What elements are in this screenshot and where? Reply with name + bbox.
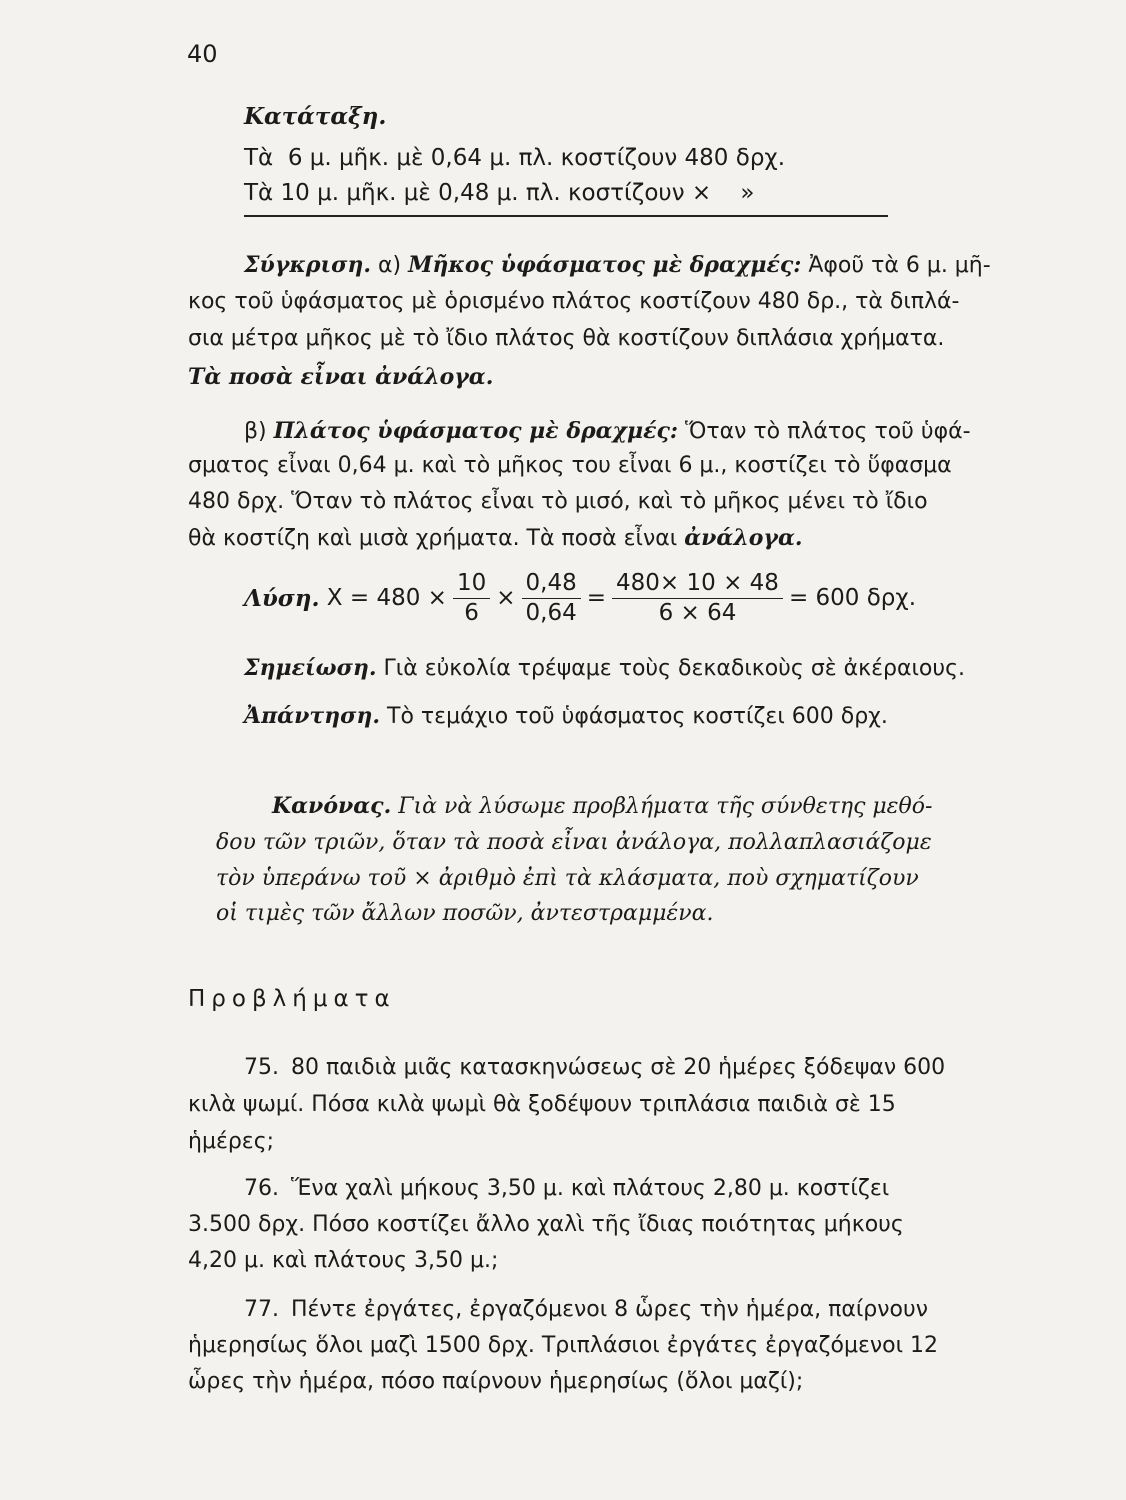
equals-sign: = bbox=[586, 585, 607, 611]
problem-77-line-3: ὧρες τὴν ἡμέρα, πόσο παίρνουν ἡμερησίως (ὅλοι μαζί); bbox=[188, 1369, 804, 1394]
classification-heading: Κατάταξη. bbox=[244, 103, 387, 130]
comparison-b-line-4 bbox=[188, 527, 803, 550]
problem-number: 75. bbox=[244, 1055, 279, 1080]
fraction-2-numerator: 0,48 bbox=[522, 572, 581, 599]
solution-result: = 600 δρχ. bbox=[788, 585, 916, 611]
answer-line bbox=[244, 705, 888, 728]
problem-76-line-1 bbox=[244, 1178, 889, 1200]
problem-text: 80 παιδιὰ μιᾶς κατασκηνώσεως σὲ 20 ἡμέρες ξόδεψαν 600 bbox=[291, 1055, 946, 1080]
rule-line-4: οἱ τιμὲς τῶν ἄλλων ποσῶν, ἀντεστραμμένα. bbox=[216, 901, 714, 926]
fraction-3-numerator: 480× 10 × 48 bbox=[612, 572, 783, 599]
fraction-2-denominator: 0,64 bbox=[525, 600, 577, 626]
fraction-10-over-6 bbox=[453, 572, 490, 625]
problem-76-line-2: 3.500 δρχ. Πόσο κοστίζει ἄλλο χαλὶ τῆς ἴδιας ποιότητας μήκους bbox=[188, 1212, 904, 1237]
comparison-a-conclusion: Τὰ ποσὰ εἶναι ἀνάλογα. bbox=[188, 364, 494, 390]
rule-label: Κανόνας. bbox=[272, 793, 392, 819]
classification-row-1: Τὰ 6 μ. μῆκ. μὲ 0,64 μ. πλ. κοστίζουν 480 δρχ. bbox=[244, 145, 786, 171]
problem-76-line-3: 4,20 μ. καὶ πλάτους 3,50 μ.; bbox=[188, 1248, 499, 1273]
problem-number: 76. bbox=[244, 1176, 279, 1201]
problem-number: 77. bbox=[244, 1297, 279, 1322]
comparison-a-text-1: Ἀφοῦ τὰ 6 μ. μῆ- bbox=[801, 253, 991, 278]
comparison-a-line-3: σια μέτρα μῆκος μὲ τὸ ἴδιο πλάτος θὰ κοστίζουν διπλάσια χρήματα. bbox=[188, 326, 945, 351]
fraction-1-denominator: 6 bbox=[464, 600, 479, 626]
solution-formula bbox=[244, 572, 916, 625]
problems-heading: Προβλήματα bbox=[188, 986, 396, 1012]
answer-text: Τὸ τεμάχιο τοῦ ὑφάσματος κοστίζει 600 δρχ. bbox=[380, 704, 888, 729]
note-label: Σημείωση. bbox=[244, 655, 377, 681]
problem-text: Πέντε ἐργάτες, ἐργαζόμενοι 8 ὧρες τὴν ἡμέρα, παίρνουν bbox=[291, 1297, 929, 1322]
comparison-b-line-3: 480 δρχ. Ὅταν τὸ πλάτος εἶναι τὸ μισό, καὶ τὸ μῆκος μένει τὸ ἴδιο bbox=[188, 489, 928, 514]
page-number: 40 bbox=[187, 40, 218, 68]
fraction-1-numerator: 10 bbox=[453, 572, 490, 599]
classification-row-2: Τὰ 10 μ. μῆκ. μὲ 0,48 μ. πλ. κοστίζουν × » bbox=[244, 180, 755, 206]
comparison-b-marker: β) bbox=[244, 419, 274, 444]
problem-75-line-1 bbox=[244, 1057, 945, 1079]
comparison-a-title: Μῆκος ὑφάσματος μὲ δραχμές: bbox=[408, 252, 802, 278]
comparison-a-marker: α) bbox=[370, 253, 409, 278]
comparison-b-conclusion: ἀνάλογα. bbox=[684, 525, 803, 551]
problem-77-line-1 bbox=[244, 1299, 928, 1321]
fraction-product bbox=[612, 572, 783, 625]
problem-77-line-2: ἡμερησίως ὅλοι μαζὶ 1500 δρχ. Τριπλάσιοι ἐργάτες ἐργαζόμενοι 12 bbox=[188, 1333, 939, 1358]
classification-divider bbox=[244, 215, 888, 217]
problem-text: Ἕνα χαλὶ μήκους 3,50 μ. καὶ πλάτους 2,80 μ. κοστίζει bbox=[291, 1176, 890, 1201]
solution-label: Λύση. bbox=[244, 585, 320, 612]
problem-75-line-3: ἡμέρες; bbox=[188, 1129, 275, 1154]
comparison-b-line-2: σματος εἶναι 0,64 μ. καὶ τὸ μῆκος του εἶναι 6 μ., κοστίζει τὸ ὕφασμα bbox=[188, 453, 952, 478]
rule-text-1: Γιὰ νὰ λύσωμε προβλήματα τῆς σύνθετης μεθό- bbox=[391, 794, 933, 819]
fraction-048-over-064 bbox=[522, 572, 581, 625]
comparison-a-line-1 bbox=[244, 254, 991, 277]
rule-line-2: δου τῶν τριῶν, ὅταν τὰ ποσὰ εἶναι ἀνάλογα, πολλαπλασιάζομε bbox=[216, 830, 932, 855]
fraction-3-denominator: 6 × 64 bbox=[658, 600, 737, 626]
solution-lhs: X = 480 × bbox=[319, 585, 447, 611]
comparison-b-text-4: θὰ κοστίζη καὶ μισὰ χρήματα. Τὰ ποσὰ εἶναι bbox=[188, 526, 685, 551]
rule-line-3: τὸν ὑπεράνω τοῦ × ἀριθμὸ ἐπὶ τὰ κλάσματα, ποὺ σχηματίζουν bbox=[216, 866, 919, 891]
comparison-b-title: Πλάτος ὑφάσματος μὲ δραχμές: bbox=[273, 418, 679, 444]
problem-75-line-2: κιλὰ ψωμί. Πόσα κιλὰ ψωμὶ θὰ ξοδέψουν τριπλάσια παιδιὰ σὲ 15 bbox=[188, 1092, 896, 1117]
rule-line-1 bbox=[272, 795, 932, 818]
answer-label: Ἀπάντηση. bbox=[244, 703, 381, 729]
comparison-b-line-1 bbox=[244, 420, 971, 443]
note-line bbox=[244, 657, 965, 680]
comparison-a-line-2: κος τοῦ ὑφάσματος μὲ ὁρισμένο πλάτος κοστίζουν 480 δρ., τὰ διπλά- bbox=[188, 289, 960, 314]
comparison-label: Σύγκριση. bbox=[244, 252, 371, 278]
note-text: Γιὰ εὐκολία τρέψαμε τοὺς δεκαδικοὺς σὲ ἀκέραιους. bbox=[376, 656, 966, 681]
comparison-b-text-1: Ὅταν τὸ πλάτος τοῦ ὑφά- bbox=[678, 419, 971, 444]
times-sign: × bbox=[496, 585, 516, 611]
